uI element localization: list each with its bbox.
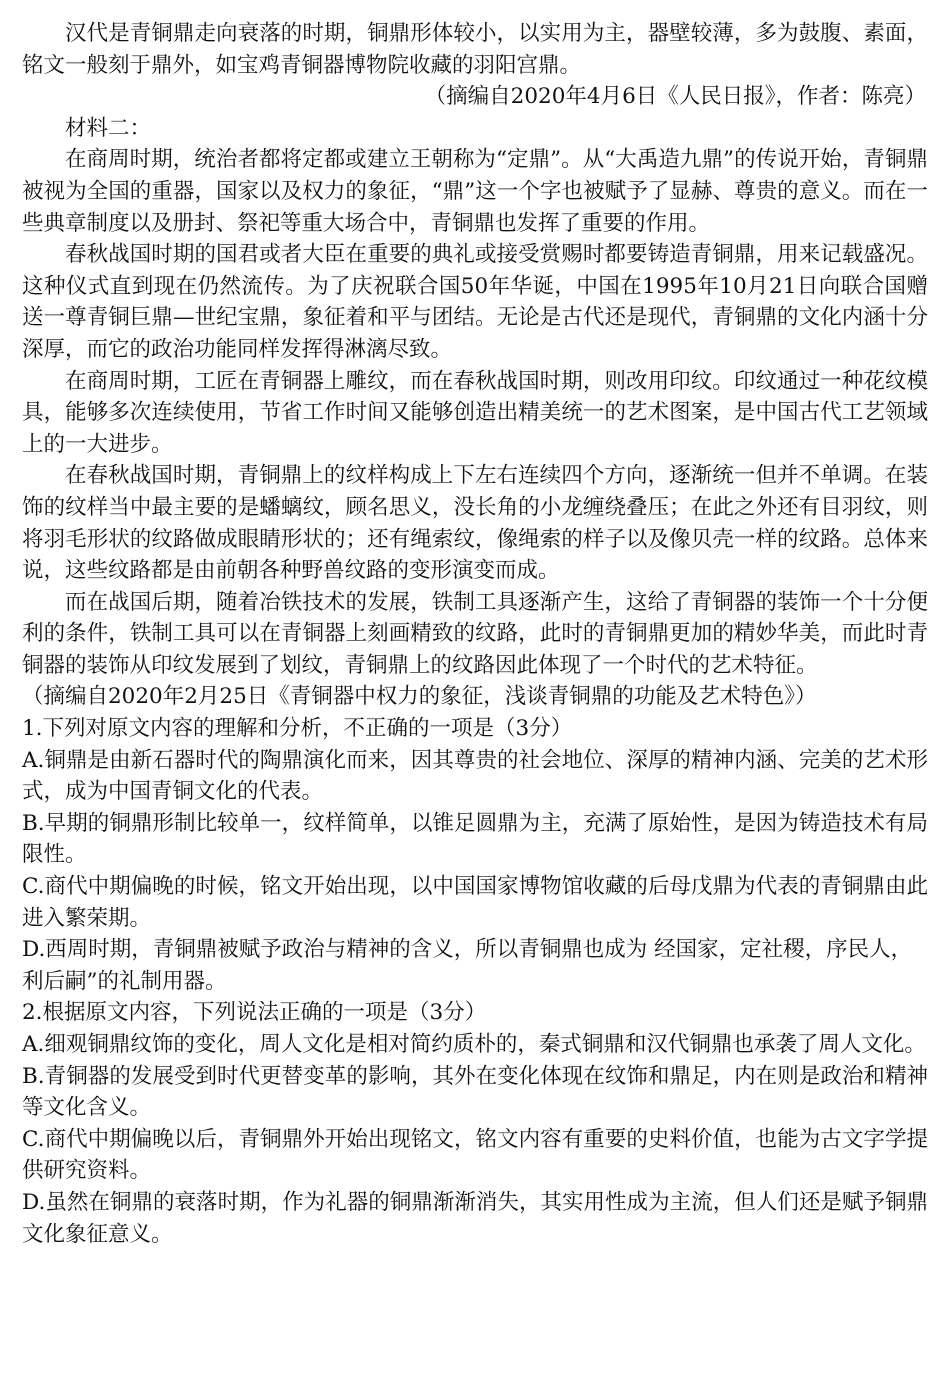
material1-tail-paragraph: 汉代是青铜鼎走向衰落的时期，铜鼎形体较小，以实用为主，器壁较薄，多为鼓腹、素面，铭文一般刻于鼎外，如宝鸡青铜器博物院收藏的羽阳宫鼎。	[22, 21, 928, 78]
material2-paragraph-5: 而在战国后期，随着冶铁技术的发展，铁制工具逐渐产生，这给了青铜器的装饰一个十分便利的条件，铁制工具可以在青铜器上刻画精致的纹路，此时的青铜鼎更加的精妙华美，而此时青铜器的装饰从印纹发展到了划纹，青铜鼎上的纹路因此体现了一个时代的艺术特征。	[22, 589, 928, 678]
material2-paragraph-4: 在春秋战国时期，青铜鼎上的纹样构成上下左右连续四个方向，逐渐统一但并不单调。在装饰的纹样当中最主要的是蟠螭纹，顾名思义，没长角的小龙缠绕叠压；在此之外还有目羽纹，则将羽毛形状的纹路做成眼睛形状的；还有绳索纹，像绳索的样子以及像贝壳一样的纹路。总体来说，这些纹路都是由前朝各种野兽纹路的变形演变而成。	[22, 463, 928, 584]
question-1-option-c: C.商代中期偏晚的时候，铭文开始出现，以中国国家博物馆收藏的后母戊鼎为代表的青铜鼎由此进入繁荣期。	[22, 874, 928, 931]
question-1-option-b: B.早期的铜鼎形制比较单一，纹样简单，以锥足圆鼎为主，充满了原始性，是因为铸造技术有局限性。	[22, 810, 928, 868]
material2-paragraph-2: 春秋战国时期的国君或者大臣在重要的典礼或接受赏赐时都要铸造青铜鼎，用来记载盛况。这种仪式直到现在仍然流传。为了庆祝联合国50年华诞，中国在1995年10月21日向联合国赠送一尊青铜巨鼎—世纪宝鼎，象征着和平与团结。无论是古代还是现代，青铜鼎的文化内涵十分深厚，而它的政治功能同样发挥得淋漓尽致。	[22, 242, 928, 362]
material1-source: （摘编自2020年4月6日《人民日报》，作者：陈亮）	[424, 84, 926, 110]
question-2-option-c: C.商代中期偏晚以后，青铜鼎外开始出现铭文，铭文内容有重要的史料价值，也能为古文字学提供研究资料。	[22, 1126, 928, 1184]
material2-heading: 材料二：	[65, 115, 152, 141]
question-2-stem: 2.根据原文内容，下列说法正确的一项是（3分）	[22, 1000, 487, 1026]
question-1-option-a: A.铜鼎是由新石器时代的陶鼎演化而来，因其尊贵的社会地位、深厚的精神内涵、完美的艺术形式，成为中国青铜文化的代表。	[22, 747, 928, 805]
question-2-option-a: A.细观铜鼎纹饰的变化，周人文化是相对简约质朴的，秦式铜鼎和汉代铜鼎也承袭了周人文化。	[22, 1032, 926, 1057]
question-1-option-d-continued: 利后嗣”的礼制用器。	[22, 968, 227, 994]
question-1-option-d: D.西周时期，青铜鼎被赋予政治与精神的含义，所以青铜鼎也成为 经国家，定社稷，序民人，	[22, 937, 913, 963]
material2-source: （摘编自2020年2月25日《青铜器中权力的象征，浅谈青铜鼎的功能及艺术特色》）	[22, 684, 817, 710]
material2-paragraph-1: 在商周时期，统治者都将定都或建立王朝称为“定鼎”。从“大禹造九鼎”的传说开始，青铜鼎被视为全国的重器，国家以及权力的象征，“鼎”这一个字也被赋予了显赫、尊贵的意义。而在一些典章制度以及册封、祭祀等重大场合中，青铜鼎也发挥了重要的作用。	[22, 147, 928, 236]
question-2-option-b: B.青铜器的发展受到时代更替变革的影响，其外在变化体现在纹饰和鼎足，内在则是政治和精神等文化含义。	[22, 1063, 928, 1121]
material2-paragraph-3: 在商周时期，工匠在青铜器上雕纹，而在春秋战国时期，则改用印纹。印纹通过一种花纹模具，能够多次连续使用，节省工作时间又能够创造出精美统一的艺术图案，是中国古代工艺领域上的一大进步。	[22, 368, 928, 457]
question-2-option-d: D.虽然在铜鼎的衰落时期，作为礼器的铜鼎渐渐消失，其实用性成为主流，但人们还是赋予铜鼎文化象征意义。	[22, 1189, 928, 1247]
question-1-stem: 1.下列对原文内容的理解和分析，不正确的一项是（3分）	[22, 716, 573, 742]
exam-page	[22, 18, 928, 1250]
